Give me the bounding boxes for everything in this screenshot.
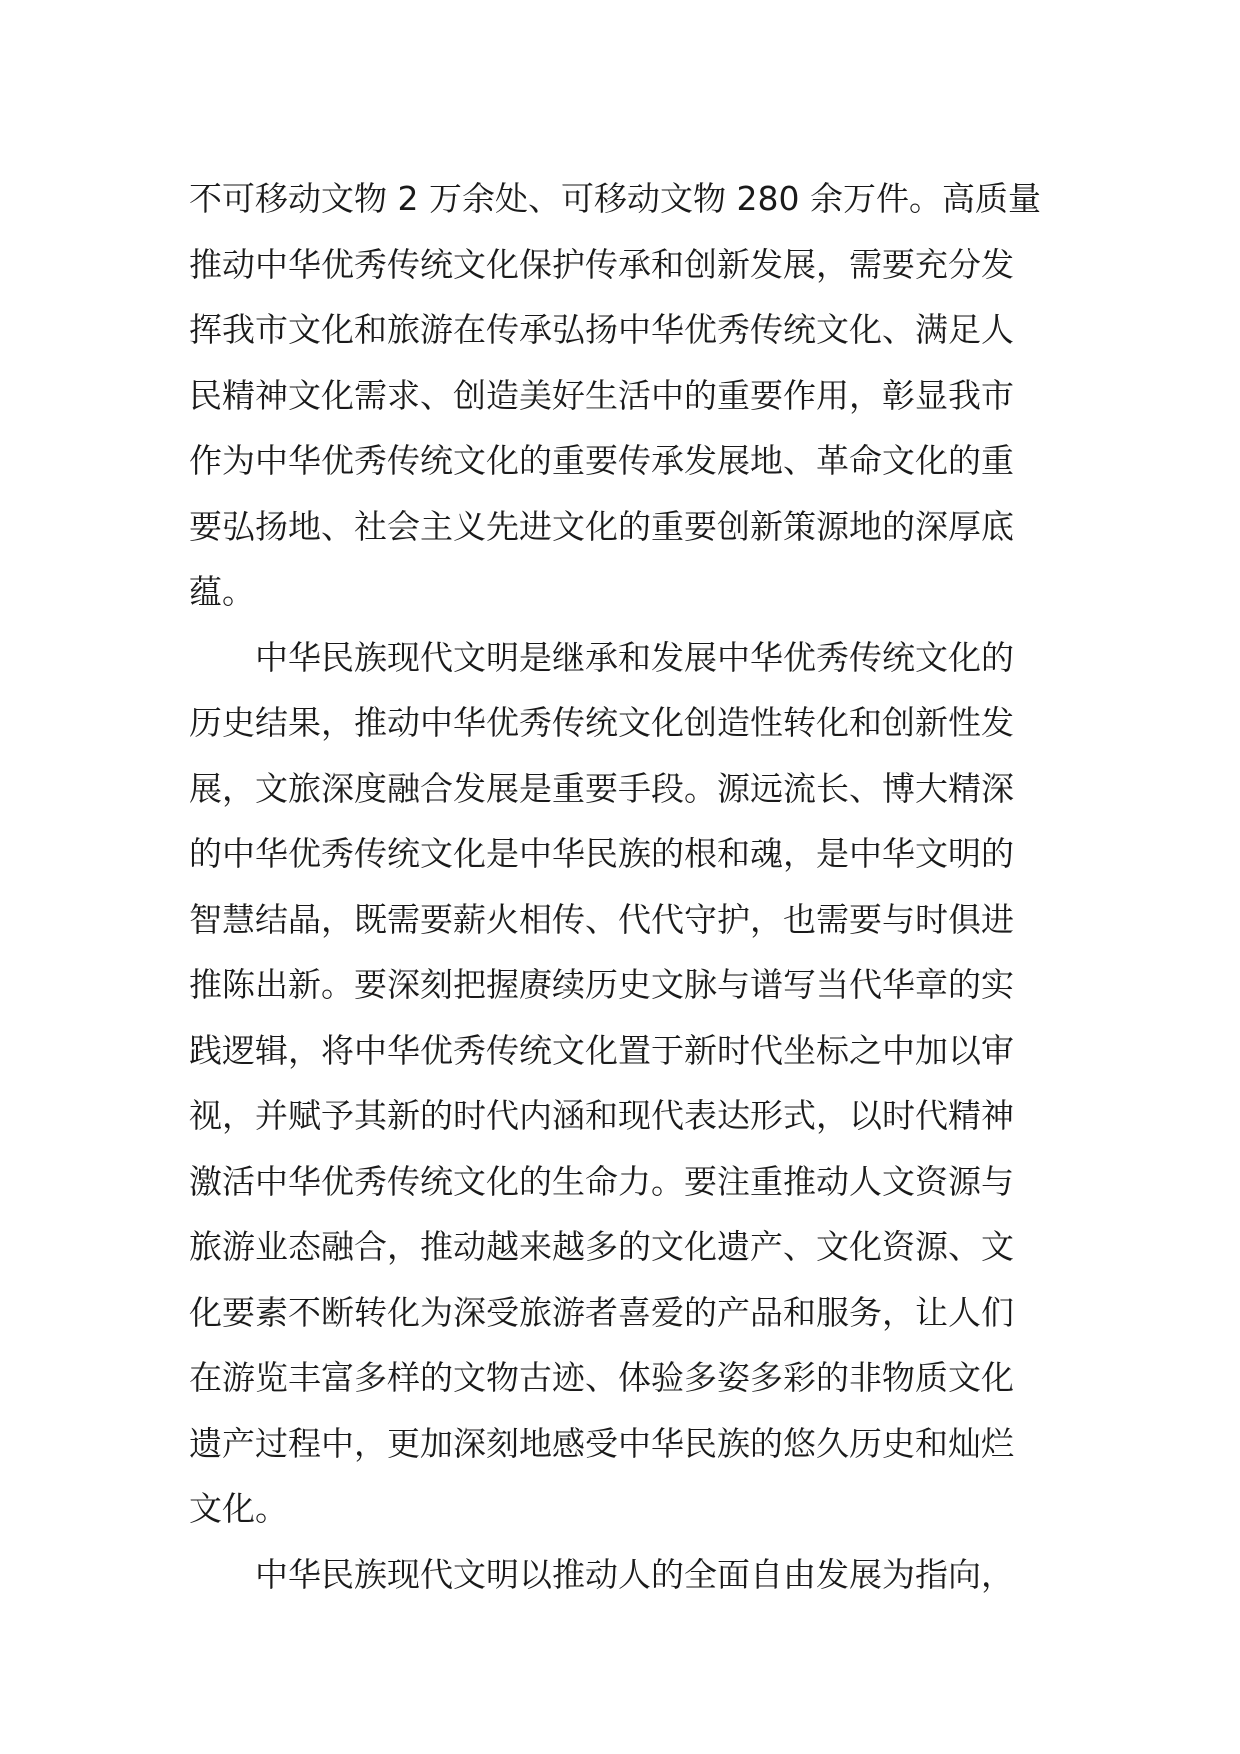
- text-line: 民精神文化需求、创造美好生活中的重要作用，彰显我市: [189, 375, 1014, 415]
- body-text: [189, 166, 1069, 1607]
- paragraph-first-line: 中华民族现代文明以推动人的全面自由发展为指向，: [255, 1554, 1014, 1594]
- text-line: 遗产过程中，更加深刻地感受中华民族的悠久历史和灿烂: [189, 1423, 1014, 1463]
- text-line: 践逻辑，将中华优秀传统文化置于新时代坐标之中加以审: [189, 1030, 1014, 1070]
- text-line: 推动中华优秀传统文化保护传承和创新发展，需要充分发: [189, 244, 1014, 284]
- paragraph-first-line: 中华民族现代文明是继承和发展中华优秀传统文化的: [255, 637, 1014, 677]
- text-line: 挥我市文化和旅游在传承弘扬中华优秀传统文化、满足人: [189, 310, 1014, 349]
- text-line: 的中华优秀传统文化是中华民族的根和魂，是中华文明的: [189, 834, 1014, 873]
- text-line: 作为中华优秀传统文化的重要传承发展地、革命文化的重: [189, 441, 1014, 480]
- text-line: 旅游业态融合，推动越来越多的文化遗产、文化资源、文: [189, 1227, 1014, 1266]
- text-line: 在游览丰富多样的文物古迹、体验多姿多彩的非物质文化: [189, 1358, 1014, 1397]
- text-line: 激活中华优秀传统文化的生命力。要注重推动人文资源与: [189, 1161, 1014, 1201]
- text-line: 蕴。: [189, 572, 255, 611]
- text-line: 视，并赋予其新的时代内涵和现代表达形式，以时代精神: [189, 1096, 1014, 1135]
- text-line: 智慧结晶，既需要薪火相传、代代守护，也需要与时俱进: [189, 899, 1014, 939]
- text-line: 要弘扬地、社会主义先进文化的重要创新策源地的深厚底: [189, 506, 1014, 546]
- text-line: 化要素不断转化为深受旅游者喜爱的产品和服务，让人们: [189, 1292, 1014, 1332]
- text-line: 不可移动文物 2 万余处、可移动文物 280 余万件。高质量: [189, 179, 1041, 218]
- text-line: 推陈出新。要深刻把握赓续历史文脉与谱写当代华章的实: [189, 965, 1014, 1004]
- text-line: 历史结果，推动中华优秀传统文化创造性转化和创新性发: [189, 703, 1014, 742]
- text-line: 文化。: [189, 1489, 288, 1528]
- text-line: 展，文旅深度融合发展是重要手段。源远流长、博大精深: [189, 768, 1014, 808]
